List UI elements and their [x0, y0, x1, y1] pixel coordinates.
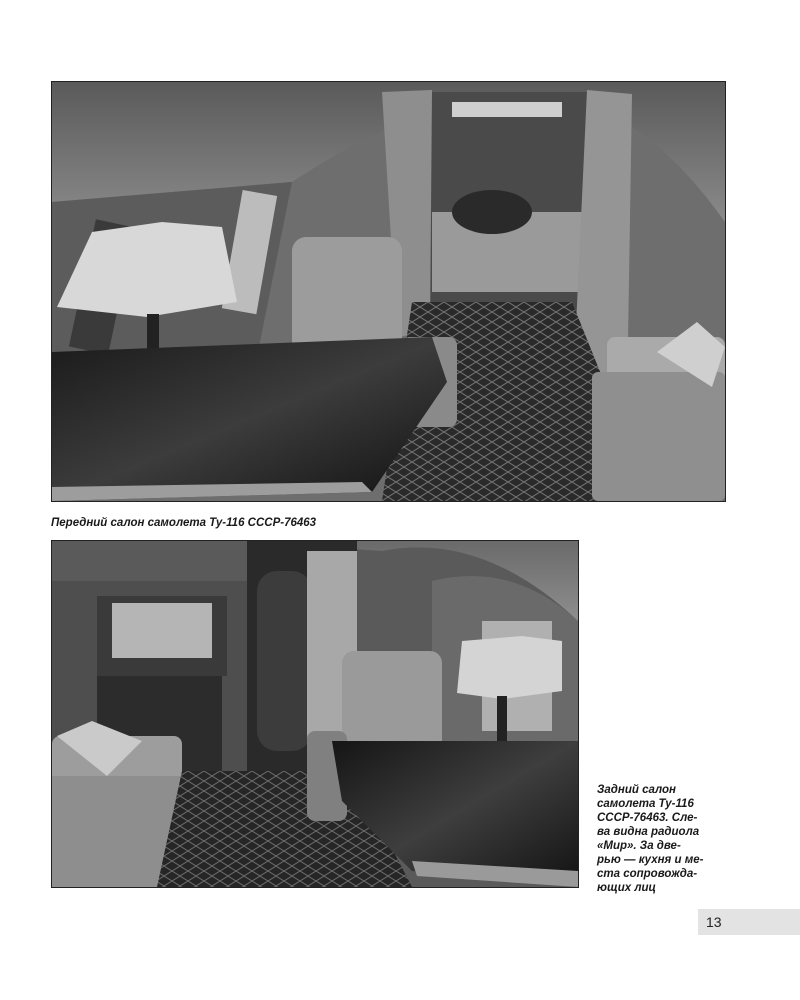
rear-caption-line: СССР-76463. Сле-	[597, 812, 698, 824]
rear-caption-line: рью — кухня и ме-	[597, 854, 704, 866]
rear-cabin-photo	[51, 540, 579, 888]
page-number-box	[698, 909, 800, 935]
rear-caption-line: самолета Ту-116	[597, 798, 694, 810]
front-cabin-image	[52, 82, 725, 501]
rear-caption-line: ющих лиц	[597, 882, 656, 894]
front-cabin-caption: Передний салон самолета Ту-116 СССР-76463	[51, 517, 317, 529]
front-cabin-photo	[51, 81, 726, 502]
rear-caption-line: Задний салон	[597, 784, 676, 796]
rear-cabin-caption	[597, 783, 747, 895]
rear-cabin-image	[52, 541, 578, 887]
page-number: 13	[706, 914, 722, 930]
rear-caption-line: ста сопровожда-	[597, 868, 698, 880]
rear-caption-line: ва видна радиола	[597, 826, 700, 838]
rear-caption-line: «Мир». За две-	[597, 840, 681, 852]
